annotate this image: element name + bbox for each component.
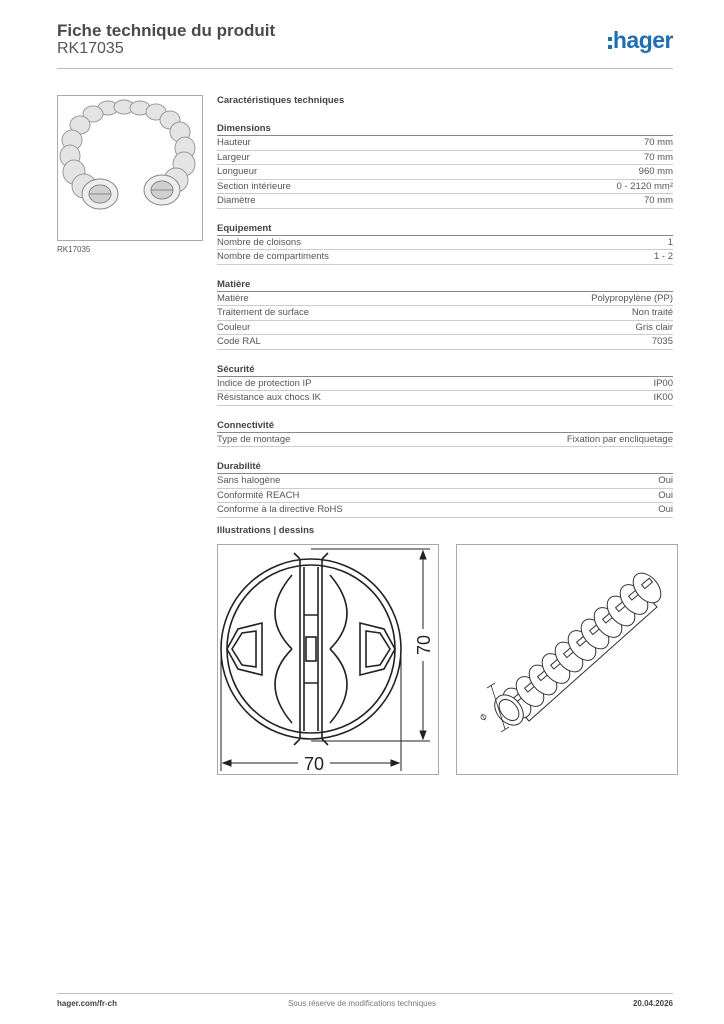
spec-row xyxy=(217,335,673,350)
spec-label: Largeur xyxy=(217,151,250,163)
cross-section-icon xyxy=(218,545,438,774)
spec-value: 1 xyxy=(667,236,673,248)
spiral-tube-photo-icon xyxy=(58,96,203,241)
spec-row xyxy=(217,321,673,336)
spec-label: Code RAL xyxy=(217,336,261,347)
footer-divider xyxy=(57,993,673,994)
spec-group-title: Dimensions xyxy=(217,121,673,136)
spec-group xyxy=(217,221,673,265)
spec-group-title: Durabilité xyxy=(217,459,673,474)
spec-label: Matière xyxy=(217,292,249,304)
spec-row xyxy=(217,180,673,195)
spec-value: Non traité xyxy=(631,307,673,318)
spec-label: Traitement de surface xyxy=(217,307,310,318)
spec-row xyxy=(217,474,673,489)
technical-specs xyxy=(217,95,673,518)
spec-value: 70 mm xyxy=(643,137,673,148)
spec-label: Indice de protection IP xyxy=(217,377,312,389)
spec-row xyxy=(217,194,673,209)
product-photo xyxy=(57,95,203,241)
spec-value: Oui xyxy=(658,489,673,501)
spec-label: Hauteur xyxy=(217,137,251,148)
spec-label: Section intérieure xyxy=(217,180,291,192)
photo-caption: RK17035 xyxy=(57,245,91,254)
spec-row xyxy=(217,433,673,448)
spec-value: 7035 xyxy=(651,336,673,347)
spec-value: Polypropylène (PP) xyxy=(591,292,673,304)
spec-label: Résistance aux chocs IK xyxy=(217,392,322,403)
spec-row xyxy=(217,503,673,518)
spec-value: 70 mm xyxy=(643,195,673,206)
logo-dots-icon xyxy=(608,37,612,49)
spec-label: Couleur xyxy=(217,321,251,333)
spec-group xyxy=(217,418,673,448)
spec-value: Oui xyxy=(658,504,673,515)
spec-value: IP00 xyxy=(653,377,673,389)
spec-group-title: Equipement xyxy=(217,221,673,236)
spec-label: Conformité REACH xyxy=(217,489,300,501)
spiral-tube-perspective-icon xyxy=(457,545,677,774)
spec-value: 70 mm xyxy=(643,151,673,163)
spec-label: Conforme à la directive RoHS xyxy=(217,504,343,515)
spec-row xyxy=(217,250,673,265)
spec-row xyxy=(217,377,673,392)
spec-row xyxy=(217,236,673,251)
spec-group xyxy=(217,459,673,518)
perspective-drawing xyxy=(456,544,678,775)
spec-label: Type de montage xyxy=(217,433,291,445)
spec-value: Oui xyxy=(658,475,673,486)
footer-website[interactable]: hager.com/fr-ch xyxy=(57,999,118,1008)
spec-group xyxy=(217,362,673,406)
spec-groups xyxy=(217,121,673,518)
diameter-symbol: Ø xyxy=(478,712,490,722)
product-reference: RK17035 xyxy=(57,40,124,57)
spec-value: 960 mm xyxy=(638,166,673,177)
spec-value: IK00 xyxy=(653,392,673,403)
logo-text: hager xyxy=(612,27,673,53)
dimension-height-label: 70 xyxy=(414,634,434,656)
spec-group xyxy=(217,121,673,209)
spec-label: Longueur xyxy=(217,166,258,177)
footer-disclaimer: Sous réserve de modifications techniques xyxy=(287,999,437,1008)
hager-logo xyxy=(608,27,673,53)
dimension-width-label: 70 xyxy=(303,754,325,774)
spec-row xyxy=(217,391,673,406)
page-title: Fiche technique du produit xyxy=(57,21,276,40)
spec-row xyxy=(217,292,673,307)
spec-label: Sans halogène xyxy=(217,475,281,486)
footer-date: 20.04.2026 xyxy=(632,999,673,1008)
spec-group-title: Connectivité xyxy=(217,418,673,433)
spec-group xyxy=(217,277,673,350)
illustrations-title: Illustrations | dessins xyxy=(217,525,315,536)
cross-section-drawing xyxy=(217,544,439,775)
spec-row xyxy=(217,165,673,180)
spec-label: Nombre de compartiments xyxy=(217,251,329,262)
spec-row xyxy=(217,489,673,504)
spec-row xyxy=(217,151,673,166)
spec-label: Diamètre xyxy=(217,195,256,206)
spec-group-title: Matière xyxy=(217,277,673,292)
spec-row xyxy=(217,306,673,321)
header-divider xyxy=(57,68,673,69)
spec-row xyxy=(217,136,673,151)
spec-group-title: Sécurité xyxy=(217,362,673,377)
spec-value: 0 - 2120 mm² xyxy=(616,180,673,192)
spec-label: Nombre de cloisons xyxy=(217,236,301,248)
spec-value: 1 - 2 xyxy=(653,251,673,262)
spec-value: Fixation par encliquetage xyxy=(566,433,673,445)
specs-title: Caractéristiques techniques xyxy=(217,95,345,106)
spec-value: Gris clair xyxy=(635,321,673,333)
